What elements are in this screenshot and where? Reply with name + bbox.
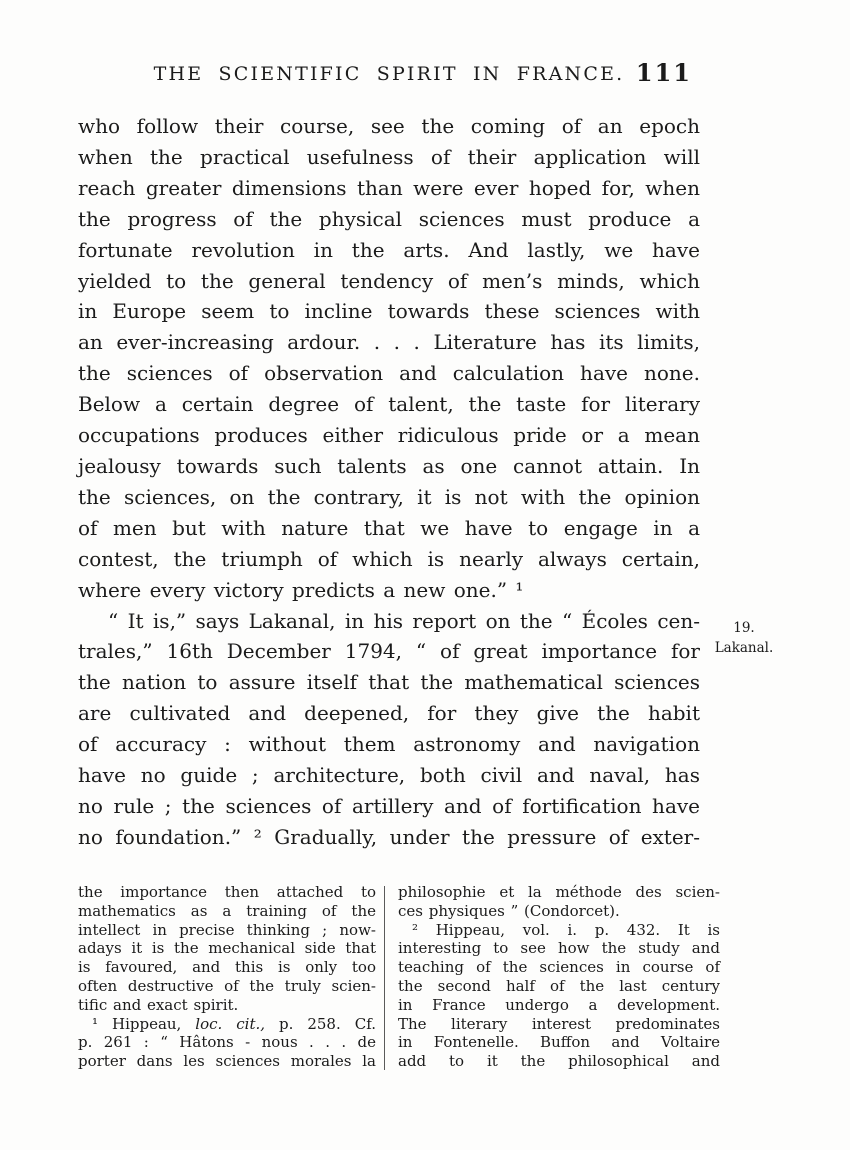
text-line: tific and exact spirit.	[78, 995, 239, 1014]
text-line: teaching of the sciences in course of	[398, 958, 720, 977]
text-line: ² Hippeau, vol. i. p. 432. It is	[412, 920, 720, 939]
text-line: porter dans les sciences morales la	[78, 1052, 376, 1071]
text-line: contest, the triumph of which is nearly always certain,	[78, 546, 700, 571]
footnote-column-left	[78, 883, 376, 1071]
body-text	[78, 111, 700, 853]
text-line: in Europe seem to incline towards these sciences with	[78, 299, 700, 324]
text-line: add to it the philosophical and	[398, 1052, 720, 1071]
text-line: ¹ Hippeau, loc. cit., p. 258. Cf.	[92, 1014, 376, 1033]
text-line: jealousy towards such talents as one cannot attain. In	[78, 453, 700, 478]
text-line: are cultivated and deepened, for they give the habit	[78, 701, 700, 726]
text-line: fortunate revolution in the arts. And lastly, we have	[78, 237, 700, 262]
text-line: trales,” 16th December 1794, “ of great importance for	[78, 639, 700, 664]
text-line: the nation to assure itself that the mathematical sciences	[78, 670, 700, 695]
text-line: interesting to see how the study and	[398, 939, 720, 958]
text-line: often destructive of the truly scien-	[78, 976, 376, 995]
text-line: who follow their course, see the coming of an epoch	[78, 114, 700, 138]
margin-note-name: Lakanal.	[714, 640, 774, 656]
text-line: in France undergo a development.	[398, 995, 720, 1014]
text-line: is favoured, and this is only too	[78, 958, 376, 977]
footnote-divider	[384, 886, 385, 1070]
text-line: philosophie et la méthode des scien-	[398, 883, 720, 901]
text-line: of accuracy : without them astronomy and navigation	[78, 732, 700, 757]
text-line: ces physiques ” (Condorcet).	[398, 901, 620, 920]
text-line: an ever-increasing ardour. . . . Literature has its limits,	[78, 330, 700, 355]
text-line: when the practical usefulness of their application will	[78, 144, 700, 169]
text-line: yielded to the general tendency of men’s minds, which	[78, 268, 700, 293]
text-line: have no guide ; architecture, both civil and naval, has	[78, 763, 700, 788]
page-number: 111	[635, 58, 692, 87]
text-line: mathematics as a training of the	[78, 901, 376, 920]
text-line: reach greater dimensions than were ever hoped for, when	[78, 175, 700, 200]
text-line: no rule ; the sciences of artillery and of fortification have	[78, 793, 700, 818]
text-line: intellect in precise thinking ; now-	[78, 920, 376, 939]
text-line: where every victory predicts a new one.” ¹	[78, 577, 524, 602]
text-line: adays it is the mechanical side that	[78, 939, 376, 958]
text-line: Below a certain degree of talent, the taste for literary	[78, 392, 700, 417]
text-line: in Fontenelle. Buffon and Voltaire	[398, 1033, 720, 1052]
text-line: The literary interest predominates	[398, 1014, 720, 1033]
text-line: the sciences of observation and calculation have none.	[78, 361, 700, 386]
text-line: no foundation.” ² Gradually, under the pressure of exter-	[78, 824, 700, 849]
text-line: p. 261 : “ Hâtons - nous . . . de	[78, 1033, 376, 1052]
page-header	[78, 58, 700, 88]
text-line: of men but with nature that we have to engage in a	[78, 515, 700, 540]
margin-note-number: 19.	[733, 620, 755, 636]
text-line: the second half of the last century	[398, 976, 720, 995]
text-line: the importance then attached to	[78, 883, 376, 901]
footnote-column-right	[398, 883, 720, 1071]
text-line: the sciences, on the contrary, it is not with the opinion	[78, 484, 700, 509]
text-line: the progress of the physical sciences must produce a	[78, 206, 700, 231]
text-line: occupations produces either ridiculous pride or a mean	[78, 423, 700, 448]
text-line: “ It is,” says Lakanal, in his report on the “ Écoles cen-	[108, 608, 700, 633]
running-title: THE SCIENTIFIC SPIRIT IN FRANCE.	[153, 63, 625, 85]
margin-note	[698, 618, 790, 658]
